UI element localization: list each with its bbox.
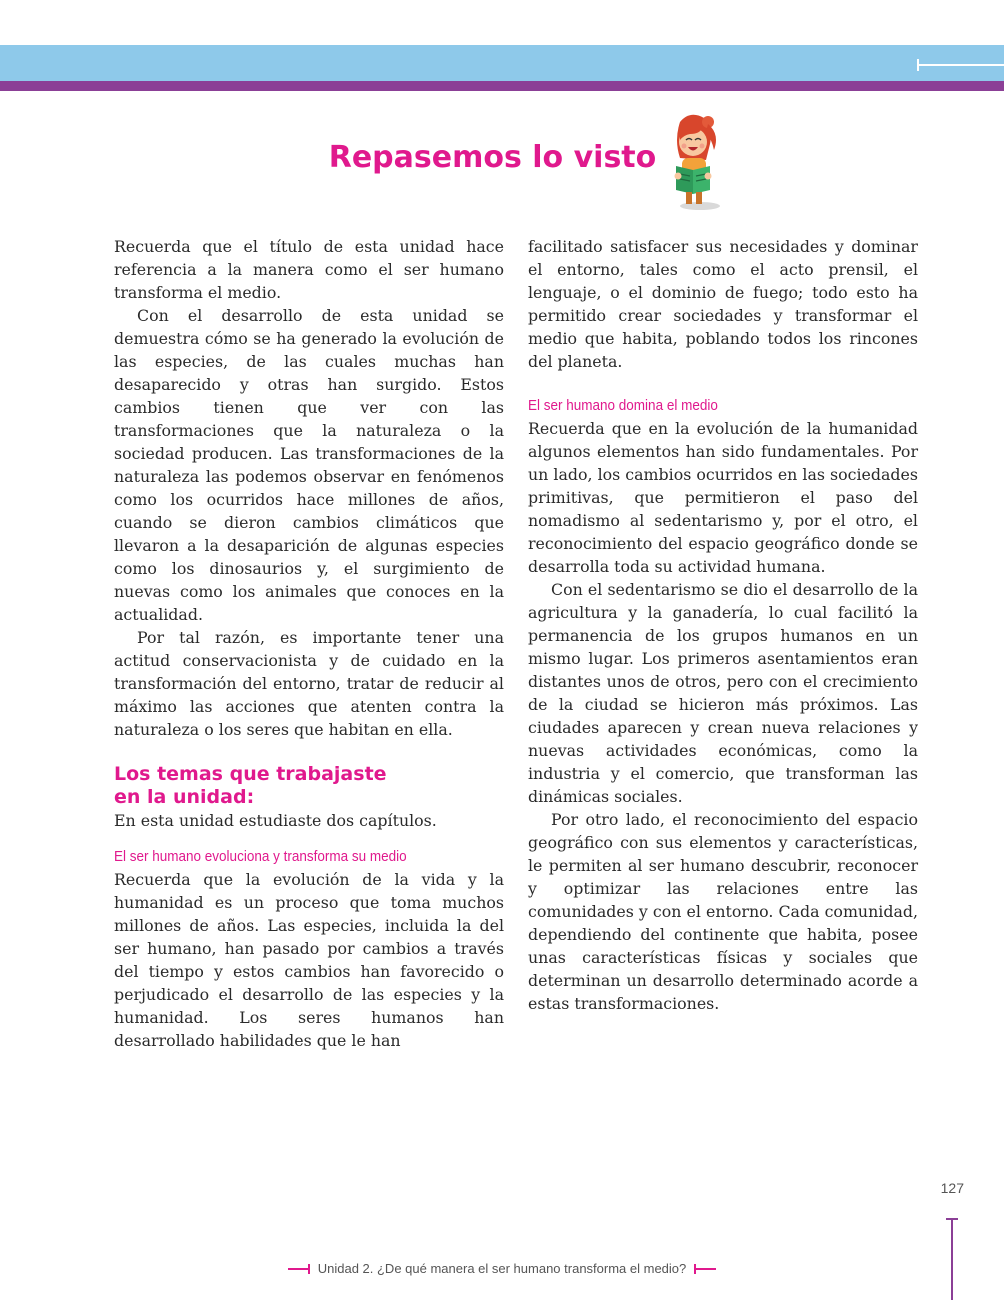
girl-reading-book-icon bbox=[660, 110, 726, 212]
subheading: El ser humano evoluciona y transforma su medio bbox=[114, 848, 407, 865]
body-paragraph: Con el desarrollo de esta unidad se demuestra cómo se ha generado la evolución de las especies, de las cuales muchas han desaparecido y otras han surgido. Estos cambios tienen que ver con las transformaciones que la naturaleza o la sociedad producen. Las transformaciones de la naturaleza las podemos observar en fenómenos como los ocurridos hace millones de años, cuando se dieron cambios climáticos que llevaron a la desaparición de algunas especies como los dinosaurios y, el surgimiento de nuevas como los animales que conoces en la actualidad. bbox=[114, 306, 504, 624]
header-stripe bbox=[0, 81, 1004, 91]
body-paragraph: Por tal razón, es importante tener una actitud conservacionista y de cuidado en la transformación del entorno, tratar de reducir al máximo las acciones que atenten contra la naturaleza o los seres que habitan en ella. bbox=[114, 628, 504, 739]
subheading: El ser humano domina el medio bbox=[528, 397, 718, 414]
body-paragraph: Recuerda que en la evolución de la humanidad algunos elementos han sido fundamentales. Por un lado, los cambios ocurridos en las sociedades primitivas, que permitieron el paso del nomadismo al sedentarismo y, por el otro, el reconocimiento del espacio geográfico donde se desarrolla toda su actividad humana. bbox=[528, 419, 918, 576]
footer bbox=[0, 1260, 1004, 1276]
intro-paragraph: Recuerda que el título de esta unidad hace referencia a la manera como el ser humano transforma el medio. bbox=[114, 237, 504, 302]
section-heading-line: en la unidad: bbox=[114, 786, 255, 808]
section-heading bbox=[114, 763, 504, 809]
body-paragraph: Recuerda que la evolución de la vida y la humanidad es un proceso que toma muchos millones de años. Las especies, incluida la del ser humano, han pasado por cambios a través del tiempo y estos cambios han favorecido o perjudicado el desarrollo de las especies y la humanidad. Los seres humanos han desarrollado habilidades que le han bbox=[114, 870, 504, 1050]
header-rule-decoration bbox=[918, 64, 1004, 66]
page-title: Repasemos lo visto bbox=[328, 140, 657, 175]
left-column bbox=[114, 235, 504, 1052]
page-number: 127 bbox=[940, 1180, 964, 1196]
body-paragraph: Con el sedentarismo se dio el desarrollo de la agricultura y la ganadería, lo cual facilitó la permanencia de los grupos humanos en un mismo lugar. Los primeros asentamientos eran distantes unos de otros, pero con el crecimiento de la ciudad se hicieron más próximos. Las ciudades aparecen y crean nueva relaciones y nuevas actividades económicas, como la industria y el comercio, que transforman las dinámicas sociales. bbox=[528, 580, 918, 806]
body-paragraph: Por otro lado, el reconocimiento del espacio geográfico con sus elementos y características, le permiten al ser humano descubrir, reconocer y optimizar las relaciones entre las comunidades y con el entorno. Cada comunidad, dependiendo del continente que habita, posee unas características físicas y sociales que determinan un desarrollo determinado acorde a estas transformaciones. bbox=[528, 810, 918, 1013]
footer-rule-right-decoration bbox=[694, 1268, 716, 1270]
footer-text: Unidad 2. ¿De qué manera el ser humano transforma el medio? bbox=[317, 1261, 687, 1277]
right-column bbox=[528, 235, 918, 1015]
footer-rule-left-decoration bbox=[288, 1268, 310, 1270]
section-heading-line: Los temas que trabajaste bbox=[114, 763, 387, 785]
header-band bbox=[0, 45, 1004, 81]
body-paragraph: facilitado satisfacer sus necesidades y dominar el entorno, tales como el acto prensil, el lenguaje, o el dominio de fuego; todo esto ha permitido crear sociedades y transformar el medio que habita, poblando todos los rincones del planeta. bbox=[528, 237, 918, 371]
header-rule-cap-decoration bbox=[917, 59, 919, 71]
section-intro: En esta unidad estudiaste dos capítulos. bbox=[114, 811, 437, 830]
